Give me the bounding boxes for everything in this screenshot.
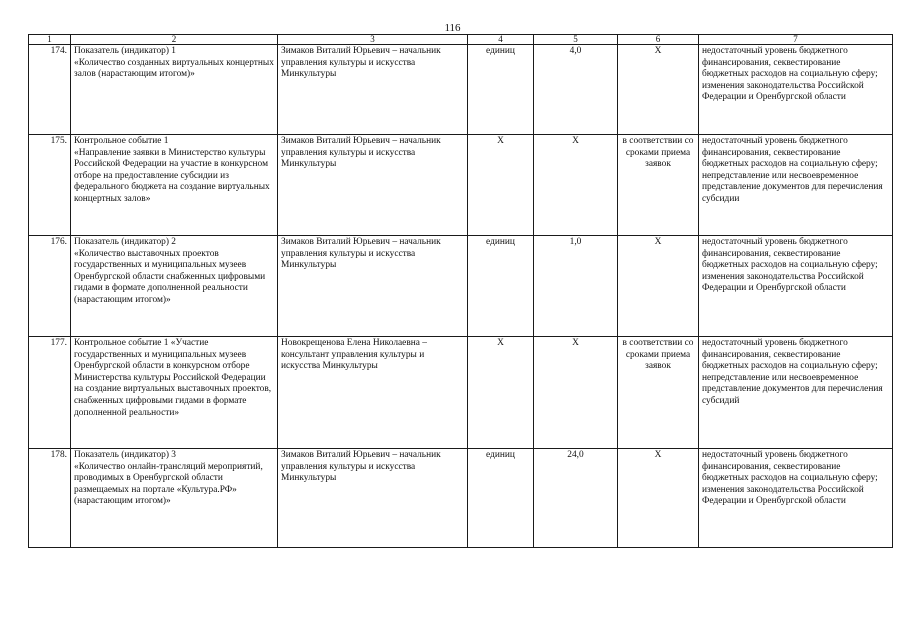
unit-cell: Х — [468, 135, 534, 236]
value-cell: 24,0 — [534, 449, 618, 548]
column-header: 7 — [699, 35, 893, 45]
header-row — [29, 35, 893, 45]
responsible-person: Зимаков Виталий Юрьевич – начальник управления культуры и искусства Минкультуры — [278, 236, 468, 337]
responsible-person: Зимаков Виталий Юрьевич – начальник управления культуры и искусства Минкультуры — [278, 135, 468, 236]
column-header: 2 — [71, 35, 278, 45]
table-row — [29, 337, 893, 449]
plan-table — [28, 34, 893, 548]
value-cell: Х — [534, 337, 618, 449]
item-name: Контрольное событие 1 «Участие государственных и муниципальных музеев Оренбургской области в конкурсном отборе Министерства культуры Российской Федерации на создание виртуальных выставочных проектов, снабженных цифровыми гидами в формате дополненной реальности» — [71, 337, 278, 449]
risks-cell: недостаточный уровень бюджетного финансирования, секвестирование бюджетных расходов на социальную сферу; изменения законодательства Российской Федерации и Оренбургской области — [699, 45, 893, 135]
table-row — [29, 449, 893, 548]
term-cell: Х — [618, 236, 699, 337]
value-cell: 1,0 — [534, 236, 618, 337]
term-cell: в соответствии со сроками приема заявок — [618, 337, 699, 449]
unit-cell: Х — [468, 337, 534, 449]
term-cell: в соответствии со сроками приема заявок — [618, 135, 699, 236]
responsible-person: Новокрещенова Елена Николаевна – консультант управления культуры и искусства Минкультуры — [278, 337, 468, 449]
value-cell: Х — [534, 135, 618, 236]
term-cell: Х — [618, 449, 699, 548]
page-number: 116 — [444, 22, 461, 34]
table-row — [29, 236, 893, 337]
column-header: 4 — [468, 35, 534, 45]
risks-cell: недостаточный уровень бюджетного финансирования, секвестирование бюджетных расходов на социальную сферу; изменения законодательства Российской Федерации и Оренбургской области — [699, 236, 893, 337]
risks-cell: недостаточный уровень бюджетного финансирования, секвестирование бюджетных расходов на социальную сферу; изменения законодательства Российской Федерации и Оренбургской области — [699, 449, 893, 548]
table-row — [29, 135, 893, 236]
item-name: Показатель (индикатор) 3 «Количество онлайн-трансляций мероприятий, проводимых в Оренбургской области размещаемых на портале «Культура.РФ» (нарастающим итогом)» — [71, 449, 278, 548]
row-number: 177. — [29, 337, 71, 449]
value-cell: 4,0 — [534, 45, 618, 135]
unit-cell: единиц — [468, 236, 534, 337]
column-header: 6 — [618, 35, 699, 45]
risks-cell: недостаточный уровень бюджетного финансирования, секвестирование бюджетных расходов на социальную сферу; непредставление или несвоевременное представление документов для перечисления субсидий — [699, 337, 893, 449]
row-number: 175. — [29, 135, 71, 236]
risks-cell: недостаточный уровень бюджетного финансирования, секвестирование бюджетных расходов на социальную сферу; непредставление или несвоевременное представление документов для перечисления субсидии — [699, 135, 893, 236]
row-number: 178. — [29, 449, 71, 548]
column-header: 1 — [29, 35, 71, 45]
column-header: 5 — [534, 35, 618, 45]
table-row — [29, 45, 893, 135]
item-name: Показатель (индикатор) 1 «Количество созданных виртуальных концертных залов (нарастающим итогом)» — [71, 45, 278, 135]
item-name: Показатель (индикатор) 2 «Количество выставочных проектов государственных и муниципальных музеев Оренбургской области снабженных цифровыми гидами в формате дополненной реальности (нарастающим итогом)» — [71, 236, 278, 337]
unit-cell: единиц — [468, 449, 534, 548]
responsible-person: Зимаков Виталий Юрьевич – начальник управления культуры и искусства Минкультуры — [278, 449, 468, 548]
unit-cell: единиц — [468, 45, 534, 135]
responsible-person: Зимаков Виталий Юрьевич – начальник управления культуры и искусства Минкультуры — [278, 45, 468, 135]
row-number: 176. — [29, 236, 71, 337]
term-cell: Х — [618, 45, 699, 135]
item-name: Контрольное событие 1 «Направление заявки в Министерство культуры Российской Федерации на участие в конкурсном отборе на предоставление субсидии из федерального бюджета на создание виртуальных концертных залов» — [71, 135, 278, 236]
row-number: 174. — [29, 45, 71, 135]
column-header: 3 — [278, 35, 468, 45]
